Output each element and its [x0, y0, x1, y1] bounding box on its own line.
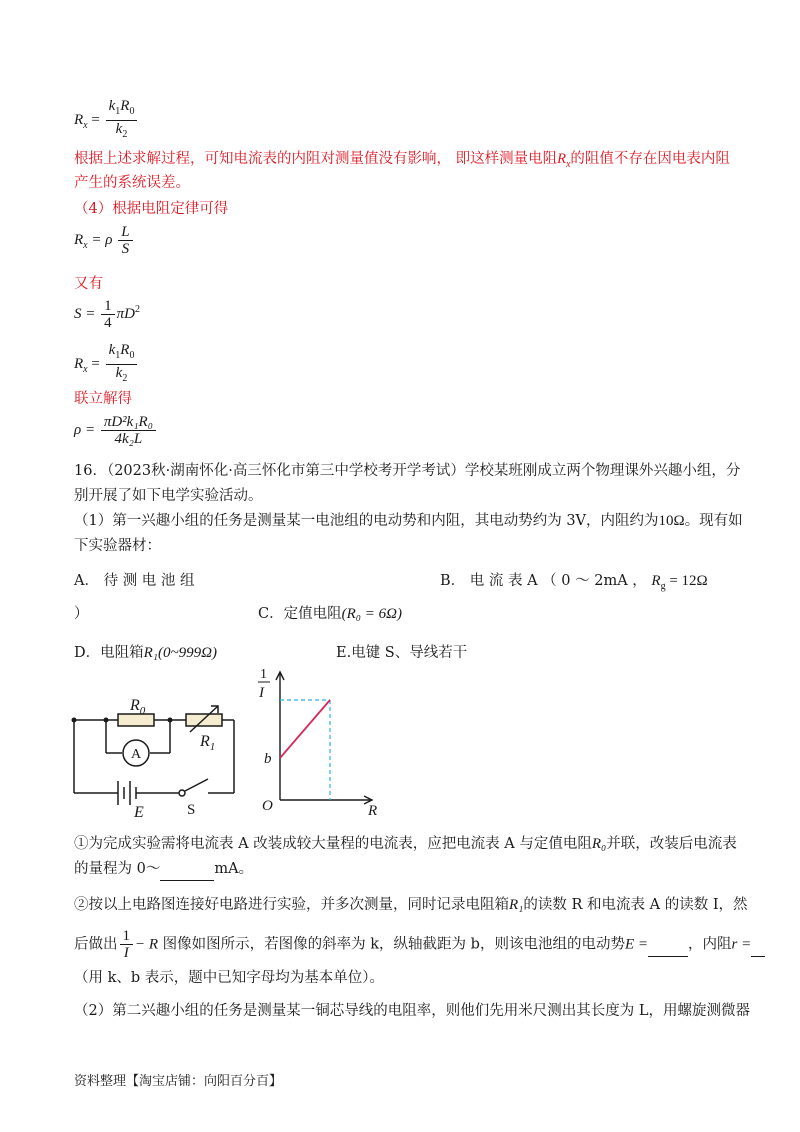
label-e: E [134, 804, 144, 820]
q2-line-2: 后做出 $\frac{1}{I}$ − R 图像如图所示，若图像的斜率为 k，纵轴截距为 b，则该电池组的电动势E = ，内阻r = [74, 928, 765, 961]
answer-blank-emf[interactable] [648, 934, 688, 957]
q2-line-1: ②按以上电路图连接好电路进行实验，并多次测量，同时记录电阻箱R₁的读数 R 和电流表 A 的读数 I，然 [74, 897, 748, 913]
lianli-label: 联立解得 [74, 391, 132, 407]
equation-resistance-law: $R_x = \rho$ $\frac{L}{S}$ [74, 224, 135, 257]
item-b-close: ） [74, 606, 89, 622]
answer-blank-internal-resistance[interactable] [751, 934, 765, 957]
label-r1: $R_1$ [200, 733, 216, 753]
item-d: D．电阻箱R₁(0~999Ω) [74, 645, 217, 661]
x-axis-label: R [368, 803, 378, 819]
q16-line-2: 别开展了如下电学实验活动。 [74, 488, 263, 504]
footer-note: 资料整理【淘宝店铺：向阳百分百】 [74, 1074, 283, 1089]
item-b: B． 电 流 表 A （ 0 ～ 2mA ， $R_g = 12\Omega$ [440, 573, 708, 592]
intercept-b-label: b [264, 751, 272, 767]
q16-part1-line-2: 下实验器材： [74, 538, 161, 554]
analysis-line-1: 根据上述求解过程，可知电流表的内阻对测量值没有影响， 即这样测量电阻$R_x$的阻值不存在因电表内阻 [74, 151, 730, 170]
equation-area: S = $\frac{1}{4}$ $\pi D^2$ [74, 298, 140, 331]
item-c: C．定值电阻(R₀ = 6Ω) [258, 606, 402, 622]
q1-line-2: 的量程为 0～ mA。 [74, 858, 253, 881]
label-s: S [187, 802, 196, 818]
youyou-label: 又有 [74, 276, 103, 292]
answer-blank-range[interactable] [160, 858, 214, 881]
part2-line: （2）第二兴趣小组的任务是测量某一铜芯导线的电阻率，则他们先用米尺测出其长度为 L，用螺旋测微器 [74, 1003, 750, 1019]
circuit-diagram [66, 690, 246, 820]
y-axis-den: I [259, 685, 264, 701]
part-4-heading: （4）根据电阻定律可得 [74, 201, 229, 217]
analysis-line-2: 产生的系统误差。 [74, 175, 190, 191]
label-r0: $R_0$ [130, 697, 146, 717]
item-e: E.电键 S、导线若干 [336, 645, 468, 661]
origin-label: O [262, 798, 273, 814]
equation-rx-2: $R_x$ = $\frac{k_1R_0}{k_2}$ [74, 342, 139, 387]
q1-line-1: ①为完成实验需将电流表 A 改装成较大量程的电流表，应把电流表 A 与定值电阻R₀并联，改装后电流表 [74, 836, 737, 852]
y-axis-num: 1 [260, 667, 267, 682]
equation-resistivity: ρ = $\frac{\text{πD²k₁R₀}}{\text{4k₂L}}$ [74, 414, 158, 447]
ammeter-label: A [131, 747, 142, 762]
q16-line-1: 16．（2023秋·湖南怀化·高三怀化市第三中学校考开学考试）学校某班刚成立两个物理课外兴趣小组，分 [74, 463, 741, 479]
inverse-current-graph [254, 660, 394, 820]
equation-rx-1: $R_x$ = $\frac{k_1R_0}{k_2}$ [74, 98, 139, 143]
q2-line-3: （用 k、b 表示，题中已知字母均为基本单位）。 [74, 970, 385, 986]
item-a: A． 待 测 电 池 组 [74, 573, 195, 589]
q16-part1-line-1: （1）第一兴趣小组的任务是测量某一电池组的电动势和内阻，其电动势约为 3V，内阻约为10Ω。现有如 [74, 513, 743, 529]
